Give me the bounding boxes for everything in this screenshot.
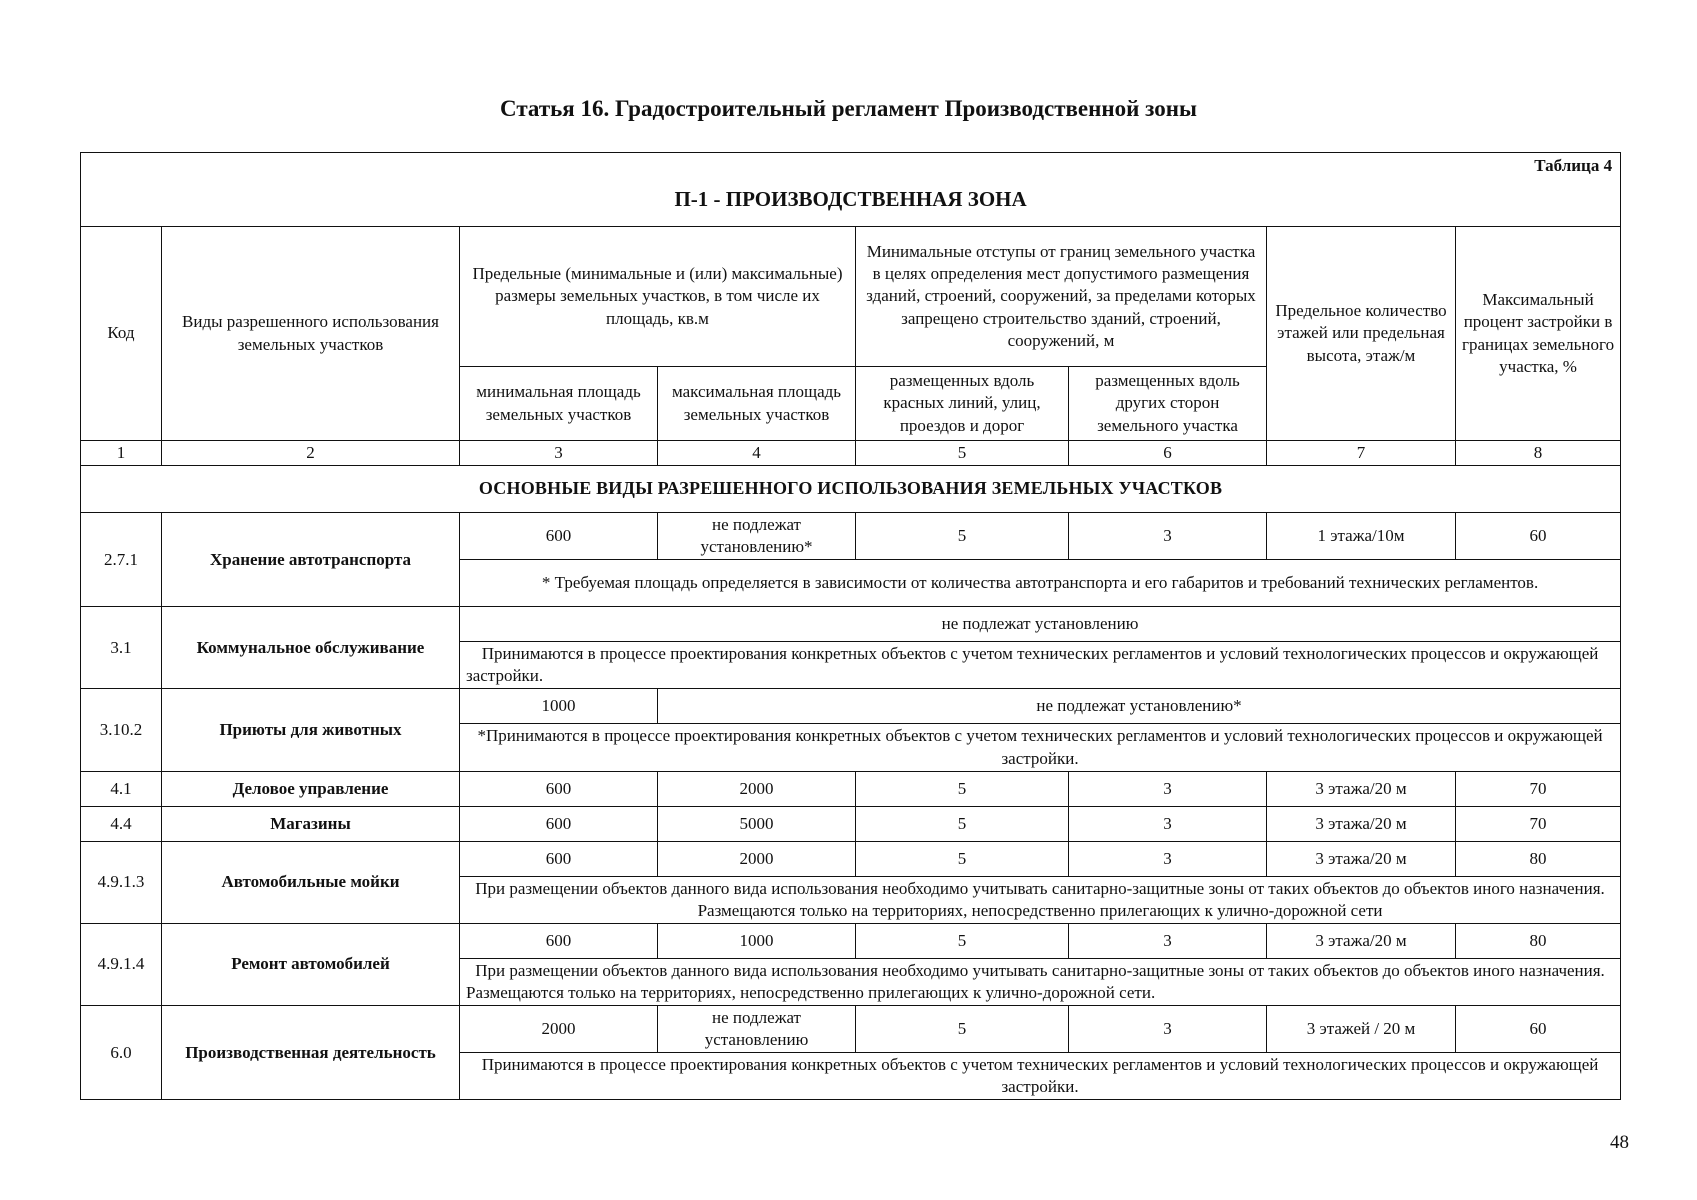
zone-header-cell bbox=[81, 153, 1621, 227]
row-setback-red: 5 bbox=[856, 923, 1069, 958]
row-use-name: Коммунальное обслуживание bbox=[162, 607, 460, 689]
column-number: 3 bbox=[460, 441, 658, 466]
table-row bbox=[81, 1006, 1621, 1053]
row-use-name: Ремонт автомобилей bbox=[162, 923, 460, 1005]
header-use-types: Виды разрешенного использования земельных участков bbox=[162, 227, 460, 441]
row-use-name: Деловое управление bbox=[162, 771, 460, 806]
column-number: 6 bbox=[1069, 441, 1267, 466]
row-note: При размещении объектов данного вида использования необходимо учитывать санитарно-защитные зоны от таких объектов до объектов иного назначения. Размещаются только на территориях, непосредственно прилегающих к улично-дорожной сети bbox=[460, 876, 1621, 923]
header-plot-sizes: Предельные (минимальные и (или) максимальные) размеры земельных участков, в том числе их площадь, кв.м bbox=[460, 227, 856, 367]
page-title: Статья 16. Градостроительный регламент Производственной зоны bbox=[500, 96, 1197, 121]
row-setback-red: 5 bbox=[856, 513, 1069, 560]
row-code: 4.9.1.3 bbox=[81, 841, 162, 923]
row-setback-red: 5 bbox=[856, 841, 1069, 876]
row-floors: 3 этажа/20 м bbox=[1267, 806, 1456, 841]
row-min-area: 2000 bbox=[460, 1006, 658, 1053]
row-floors: 1 этажа/10м bbox=[1267, 513, 1456, 560]
table-row bbox=[81, 841, 1621, 876]
row-note: Принимаются в процессе проектирования конкретных объектов с учетом технических регламентов и условий технологических процессов и окружающей застройки. bbox=[460, 1053, 1621, 1100]
table-row bbox=[81, 513, 1621, 560]
row-max-area: не подлежат установлению bbox=[658, 1006, 856, 1053]
row-use-name: Приюты для животных bbox=[162, 689, 460, 771]
row-note: Принимаются в процессе проектирования конкретных объектов с учетом технических регламентов и условий технологических процессов и окружающей застройки. bbox=[460, 642, 1621, 689]
row-note: * Требуемая площадь определяется в зависимости от количества автотранспорта и его габаритов и требований технических регламентов. bbox=[460, 560, 1621, 607]
row-code: 4.1 bbox=[81, 771, 162, 806]
row-min-area: 600 bbox=[460, 513, 658, 560]
row-floors: 3 этажей / 20 м bbox=[1267, 1006, 1456, 1053]
row-max-area: не подлежат установлению* bbox=[658, 513, 856, 560]
row-min-area: 1000 bbox=[460, 689, 658, 724]
table-label: Таблица 4 bbox=[1534, 156, 1613, 175]
row-floors: 3 этажа/20 м bbox=[1267, 923, 1456, 958]
row-use-name: Магазины bbox=[162, 806, 460, 841]
row-max-area: 1000 bbox=[658, 923, 856, 958]
section-title: ОСНОВНЫЕ ВИДЫ РАЗРЕШЕННОГО ИСПОЛЬЗОВАНИЯ ЗЕМЕЛЬНЫХ УЧАСТКОВ bbox=[81, 466, 1621, 513]
row-coverage: 80 bbox=[1456, 923, 1621, 958]
row-floors: 3 этажа/20 м bbox=[1267, 841, 1456, 876]
row-coverage: 70 bbox=[1456, 771, 1621, 806]
page-number: 48 bbox=[1610, 1132, 1629, 1153]
row-note: При размещении объектов данного вида использования необходимо учитывать санитарно-защитные зоны от таких объектов до объектов иного назначения. Размещаются только на территориях, непосредственно прилегающих к улично-дорожной сети. bbox=[460, 958, 1621, 1005]
row-setback-red: 5 bbox=[856, 771, 1069, 806]
column-number: 5 bbox=[856, 441, 1069, 466]
row-setback-red: 5 bbox=[856, 1006, 1069, 1053]
header-min-area: минимальная площадь земельных участков bbox=[460, 367, 658, 441]
table-row bbox=[81, 689, 1621, 724]
row-code: 4.9.1.4 bbox=[81, 923, 162, 1005]
regulation-table bbox=[80, 152, 1621, 1100]
row-code: 6.0 bbox=[81, 1006, 162, 1100]
table-row bbox=[81, 806, 1621, 841]
row-setback-other: 3 bbox=[1069, 1006, 1267, 1053]
row-min-area: 600 bbox=[460, 923, 658, 958]
row-merged-values: не подлежат установлению bbox=[460, 607, 1621, 642]
header-setback-other: размещенных вдоль других сторон земельного участка bbox=[1069, 367, 1267, 441]
row-min-area: 600 bbox=[460, 841, 658, 876]
table-row bbox=[81, 923, 1621, 958]
row-code: 3.10.2 bbox=[81, 689, 162, 771]
header-setbacks: Минимальные отступы от границ земельного участка в целях определения мест допустимого размещения зданий, строений, сооружений, за пределами которых запрещено строительство зданий, строений, сооружений, м bbox=[856, 227, 1267, 367]
header-max-area: максимальная площадь земельных участков bbox=[658, 367, 856, 441]
row-setback-red: 5 bbox=[856, 806, 1069, 841]
row-merged-values: не подлежат установлению* bbox=[658, 689, 1621, 724]
header-setback-red: размещенных вдоль красных линий, улиц, проездов и дорог bbox=[856, 367, 1069, 441]
row-coverage: 60 bbox=[1456, 513, 1621, 560]
column-number: 7 bbox=[1267, 441, 1456, 466]
column-number: 8 bbox=[1456, 441, 1621, 466]
column-number: 2 bbox=[162, 441, 460, 466]
row-coverage: 60 bbox=[1456, 1006, 1621, 1053]
row-setback-other: 3 bbox=[1069, 923, 1267, 958]
row-min-area: 600 bbox=[460, 771, 658, 806]
row-min-area: 600 bbox=[460, 806, 658, 841]
row-note: *Принимаются в процессе проектирования конкретных объектов с учетом технических регламентов и условий технологических процессов и окружающей застройки. bbox=[460, 724, 1621, 771]
row-code: 3.1 bbox=[81, 607, 162, 689]
row-floors: 3 этажа/20 м bbox=[1267, 771, 1456, 806]
header-coverage: Максимальный процент застройки в границах земельного участка, % bbox=[1456, 227, 1621, 441]
row-code: 4.4 bbox=[81, 806, 162, 841]
row-coverage: 80 bbox=[1456, 841, 1621, 876]
header-row-1 bbox=[81, 227, 1621, 367]
zone-title: П-1 - ПРОИЗВОДСТВЕННАЯ ЗОНА bbox=[674, 186, 1027, 211]
row-use-name: Хранение автотранспорта bbox=[162, 513, 460, 607]
row-setback-other: 3 bbox=[1069, 771, 1267, 806]
header-code: Код bbox=[81, 227, 162, 441]
header-floors: Предельное количество этажей или предельная высота, этаж/м bbox=[1267, 227, 1456, 441]
row-setback-other: 3 bbox=[1069, 841, 1267, 876]
column-number: 1 bbox=[81, 441, 162, 466]
row-use-name: Автомобильные мойки bbox=[162, 841, 460, 923]
row-max-area: 5000 bbox=[658, 806, 856, 841]
table-row bbox=[81, 771, 1621, 806]
zone-header-row bbox=[81, 153, 1621, 227]
section-row bbox=[81, 466, 1621, 513]
row-max-area: 2000 bbox=[658, 771, 856, 806]
row-use-name: Производственная деятельность bbox=[162, 1006, 460, 1100]
row-setback-other: 3 bbox=[1069, 806, 1267, 841]
row-setback-other: 3 bbox=[1069, 513, 1267, 560]
table-row bbox=[81, 607, 1621, 642]
column-number: 4 bbox=[658, 441, 856, 466]
column-numbers-row bbox=[81, 441, 1621, 466]
row-max-area: 2000 bbox=[658, 841, 856, 876]
row-code: 2.7.1 bbox=[81, 513, 162, 607]
row-coverage: 70 bbox=[1456, 806, 1621, 841]
